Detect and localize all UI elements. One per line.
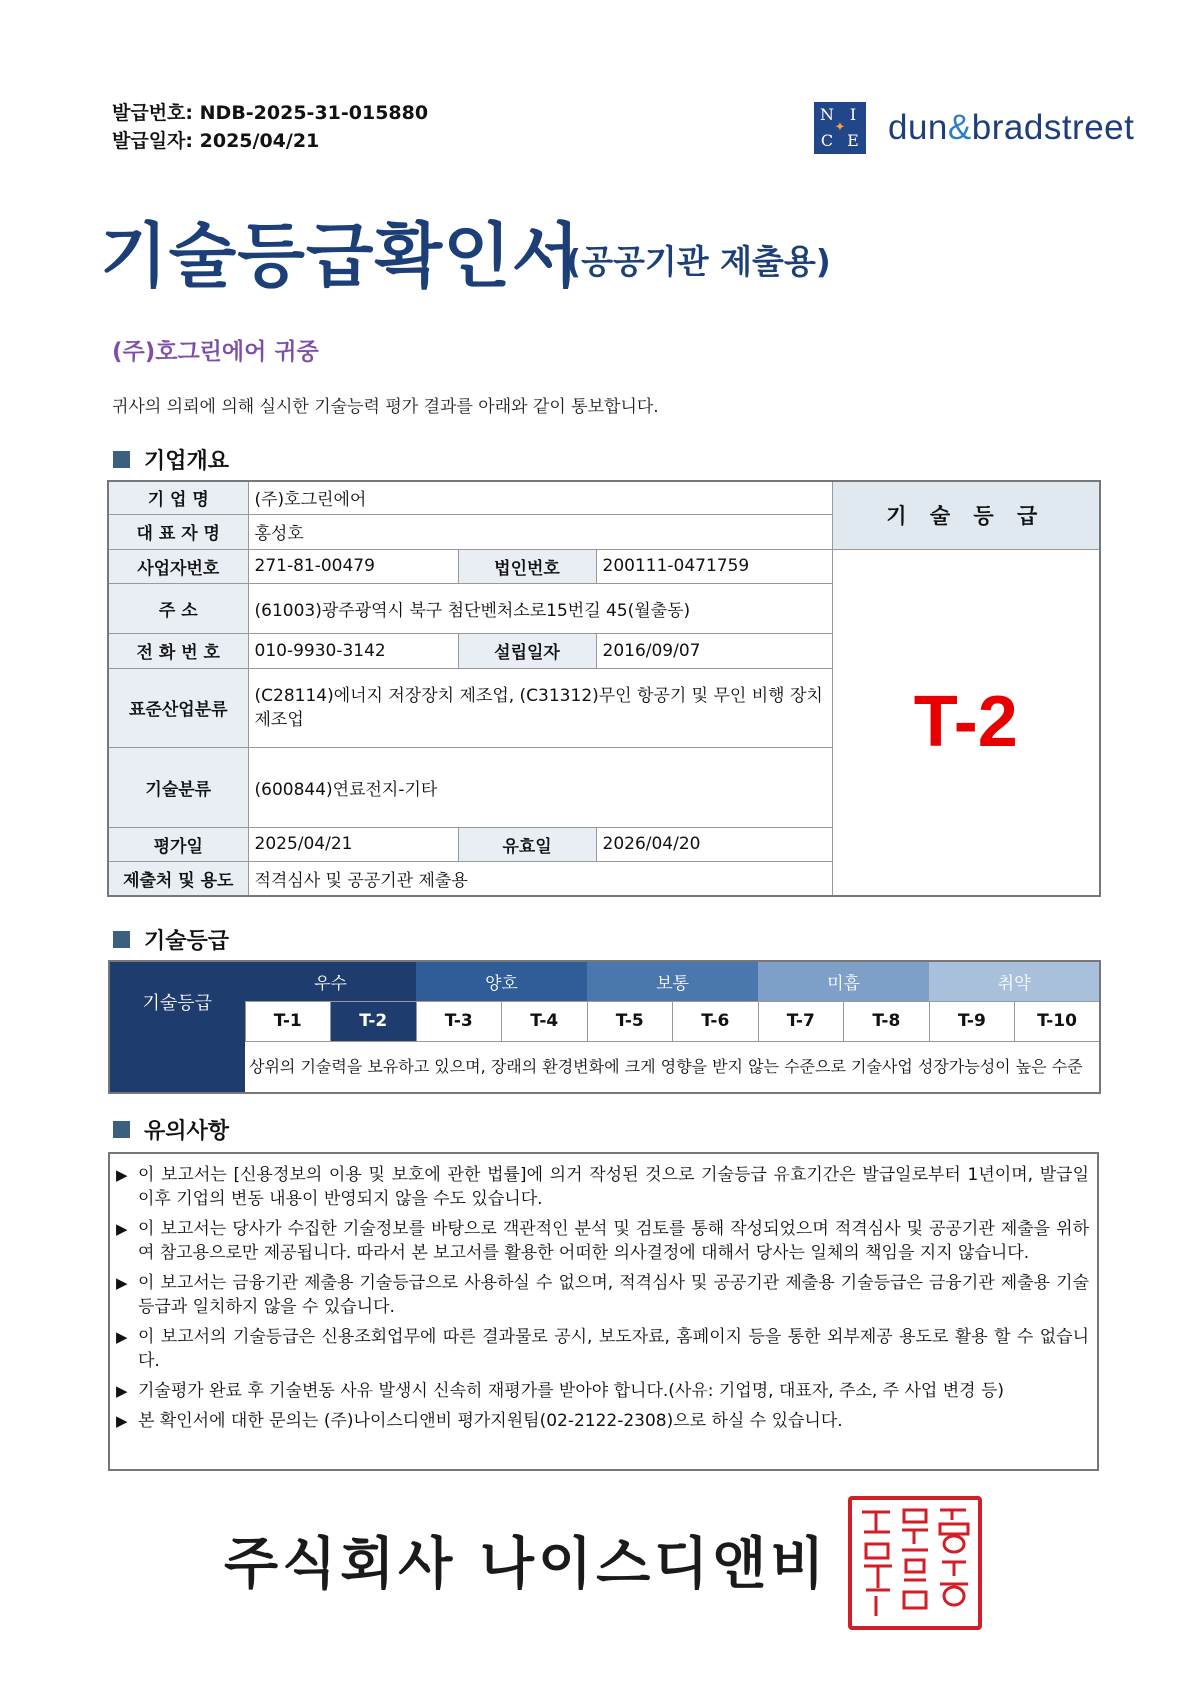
grade-category: 보통 (587, 961, 758, 1001)
issue-number-label: 발급번호: (112, 102, 194, 124)
phone-value: 010-9930-3142 (248, 633, 458, 668)
section-title-grade: 기술등급 (144, 929, 230, 954)
section-heading-grade (113, 924, 229, 955)
note-item (116, 1409, 1089, 1433)
section-title-notes: 유의사항 (144, 1119, 230, 1144)
note-text: 이 보고서는 [신용정보의 이용 및 보호에 관한 법률]에 의거 작성된 것으로 기술등급 유효기간은 발급일로부터 1년이며, 발급일 이후 기업의 변동 내용이 반영되지 않을 수도 있습니다. (138, 1165, 1089, 1209)
square-bullet-icon (113, 451, 130, 468)
triangle-bullet-icon: ▶ (116, 1274, 128, 1292)
nice-letter-n: N (820, 105, 834, 124)
db-part1: dun (888, 108, 948, 147)
grade-level: T-6 (673, 1001, 759, 1041)
section-title-overview: 기업개요 (144, 449, 230, 474)
purpose-label: 제출처 및 용도 (108, 861, 248, 896)
note-item (116, 1379, 1089, 1403)
valid-date-value: 2026/04/20 (596, 827, 832, 861)
issue-date-label: 발급일자: (112, 130, 194, 152)
note-text: 이 보고서는 당사가 수집한 기술정보를 바탕으로 객관적인 분석 및 검토를 통해 작성되었으며 적격심사 및 공공기관 제출을 위하여 참고용으로만 제공됩니다. 따라서 본 보고서를 활용한 어떠한 의사결정에 대해서 당사는 일체의 책임을 지지 않습니다. (138, 1219, 1089, 1263)
biz-no-value: 271-81-00479 (248, 549, 458, 583)
grade-category: 취약 (929, 961, 1100, 1001)
triangle-bullet-icon: ▶ (116, 1382, 128, 1400)
company-name-label: 기 업 명 (108, 481, 248, 514)
company-seal-stamp (848, 1496, 982, 1630)
issuer-company-name: 주식회사 나이스디앤비 (224, 1531, 829, 1597)
square-bullet-icon (113, 931, 130, 948)
note-item (116, 1325, 1089, 1373)
grade-side-label: 기술등급 (109, 961, 245, 1041)
tech-class-value: (600844)연료전지-기타 (248, 747, 832, 827)
eval-date-label: 평가일 (108, 827, 248, 861)
tech-grade-header: 기 술 등 급 (832, 481, 1100, 549)
grade-level: T-10 (1015, 1001, 1101, 1041)
triangle-bullet-icon: ▶ (116, 1412, 128, 1430)
intro-text: 귀사의 의뢰에 의해 실시한 기술능력 평가 결과를 아래와 같이 통보합니다. (112, 397, 659, 417)
nice-dnb-logo (814, 102, 1134, 154)
note-item (116, 1271, 1089, 1319)
square-bullet-icon (113, 1121, 130, 1138)
purpose-value: 적격심사 및 공공기관 제출용 (248, 861, 832, 896)
issue-date: 2025/04/21 (199, 130, 320, 152)
grade-scale-table (108, 960, 1101, 1094)
ceo-label: 대 표 자 명 (108, 514, 248, 549)
address-label: 주 소 (108, 583, 248, 633)
grade-category: 양호 (416, 961, 587, 1001)
note-text: 이 보고서의 기술등급은 신용조회업무에 따른 결과물로 공시, 보도자료, 홈페이지 등을 통한 외부제공 용도로 활용 할 수 없습니다. (138, 1327, 1089, 1371)
industry-label: 표준산업분류 (108, 668, 248, 747)
recipient: (주)호그린에어 귀중 (112, 339, 319, 365)
grade-side-filler (109, 1041, 245, 1093)
nice-letter-c: C (820, 131, 834, 150)
grade-category: 미흡 (758, 961, 929, 1001)
eval-date-value: 2025/04/21 (248, 827, 458, 861)
grade-level: T-1 (245, 1001, 331, 1041)
db-part2: bradstreet (971, 108, 1135, 147)
db-ampersand: & (947, 108, 972, 147)
triangle-bullet-icon: ▶ (116, 1328, 128, 1346)
biz-no-label: 사업자번호 (108, 549, 248, 583)
address-value: (61003)광주광역시 북구 첨단벤처소로15번길 45(월출동) (248, 583, 832, 633)
note-text: 이 보고서는 금융기관 제출용 기술등급으로 사용하실 수 없으며, 적격심사 및 공공기관 제출용 기술등급은 금융기관 제출용 기술등급과 일치하지 않을 수 있습니다. (138, 1273, 1089, 1317)
industry-value: (C28114)에너지 저장장치 제조업, (C31312)무인 항공기 및 무인 비행 장치 제조업 (248, 668, 832, 747)
triangle-bullet-icon: ▶ (116, 1166, 128, 1184)
seal-pattern-icon (852, 1500, 978, 1626)
tech-class-label: 기술분류 (108, 747, 248, 827)
company-name-value: (주)호그린에어 (248, 481, 832, 514)
founded-value: 2016/09/07 (596, 633, 832, 668)
corp-no-value: 200111-0471759 (596, 549, 832, 583)
valid-date-label: 유효일 (458, 827, 596, 861)
grade-level: T-3 (416, 1001, 502, 1041)
grade-level: T-8 (844, 1001, 930, 1041)
document-subtitle: (공공기관 제출용) (566, 242, 831, 281)
nice-letter-i: I (849, 105, 857, 124)
note-item (116, 1217, 1089, 1265)
note-text: 기술평가 완료 후 기술변동 사유 발생시 신속히 재평가를 받아야 합니다.(사유: 기업명, 대표자, 주소, 주 사업 변경 등) (138, 1381, 1005, 1401)
issue-date-line (112, 127, 428, 155)
grade-category: 우수 (245, 961, 416, 1001)
note-item (116, 1163, 1089, 1211)
nice-logo-icon (814, 102, 866, 154)
section-heading-notes (113, 1114, 229, 1145)
grade-level: T-9 (929, 1001, 1015, 1041)
tech-grade-value: T-2 (832, 549, 1100, 896)
founded-label: 설립일자 (458, 633, 596, 668)
document-title: 기술등급확인서 (100, 215, 581, 297)
triangle-bullet-icon: ▶ (116, 1220, 128, 1238)
grade-level: T-5 (587, 1001, 673, 1041)
issue-number-line (112, 99, 428, 127)
issue-info (112, 99, 428, 155)
note-text: 본 확인서에 대한 문의는 (주)나이스디앤비 평가지원팀(02-2122-2308)으로 하실 수 있습니다. (138, 1411, 843, 1431)
dun-bradstreet-wordmark (888, 108, 1134, 148)
notes-box (108, 1152, 1099, 1471)
grade-description: 상위의 기술력을 보유하고 있으며, 장래의 환경변화에 크게 영향을 받지 않는 수준으로 기술사업 성장가능성이 높은 수준 (245, 1041, 1100, 1093)
grade-level: T-2 (331, 1001, 417, 1041)
corp-no-label: 법인번호 (458, 549, 596, 583)
grade-level: T-7 (758, 1001, 844, 1041)
nice-star-icon: ✦ (834, 120, 846, 135)
ceo-value: 홍성호 (248, 514, 832, 549)
phone-label: 전 화 번 호 (108, 633, 248, 668)
issue-number: NDB-2025-31-015880 (199, 102, 429, 124)
grade-level: T-4 (502, 1001, 588, 1041)
nice-letter-e: E (847, 131, 859, 150)
company-overview-table (107, 480, 1101, 897)
section-heading-overview (113, 444, 229, 475)
